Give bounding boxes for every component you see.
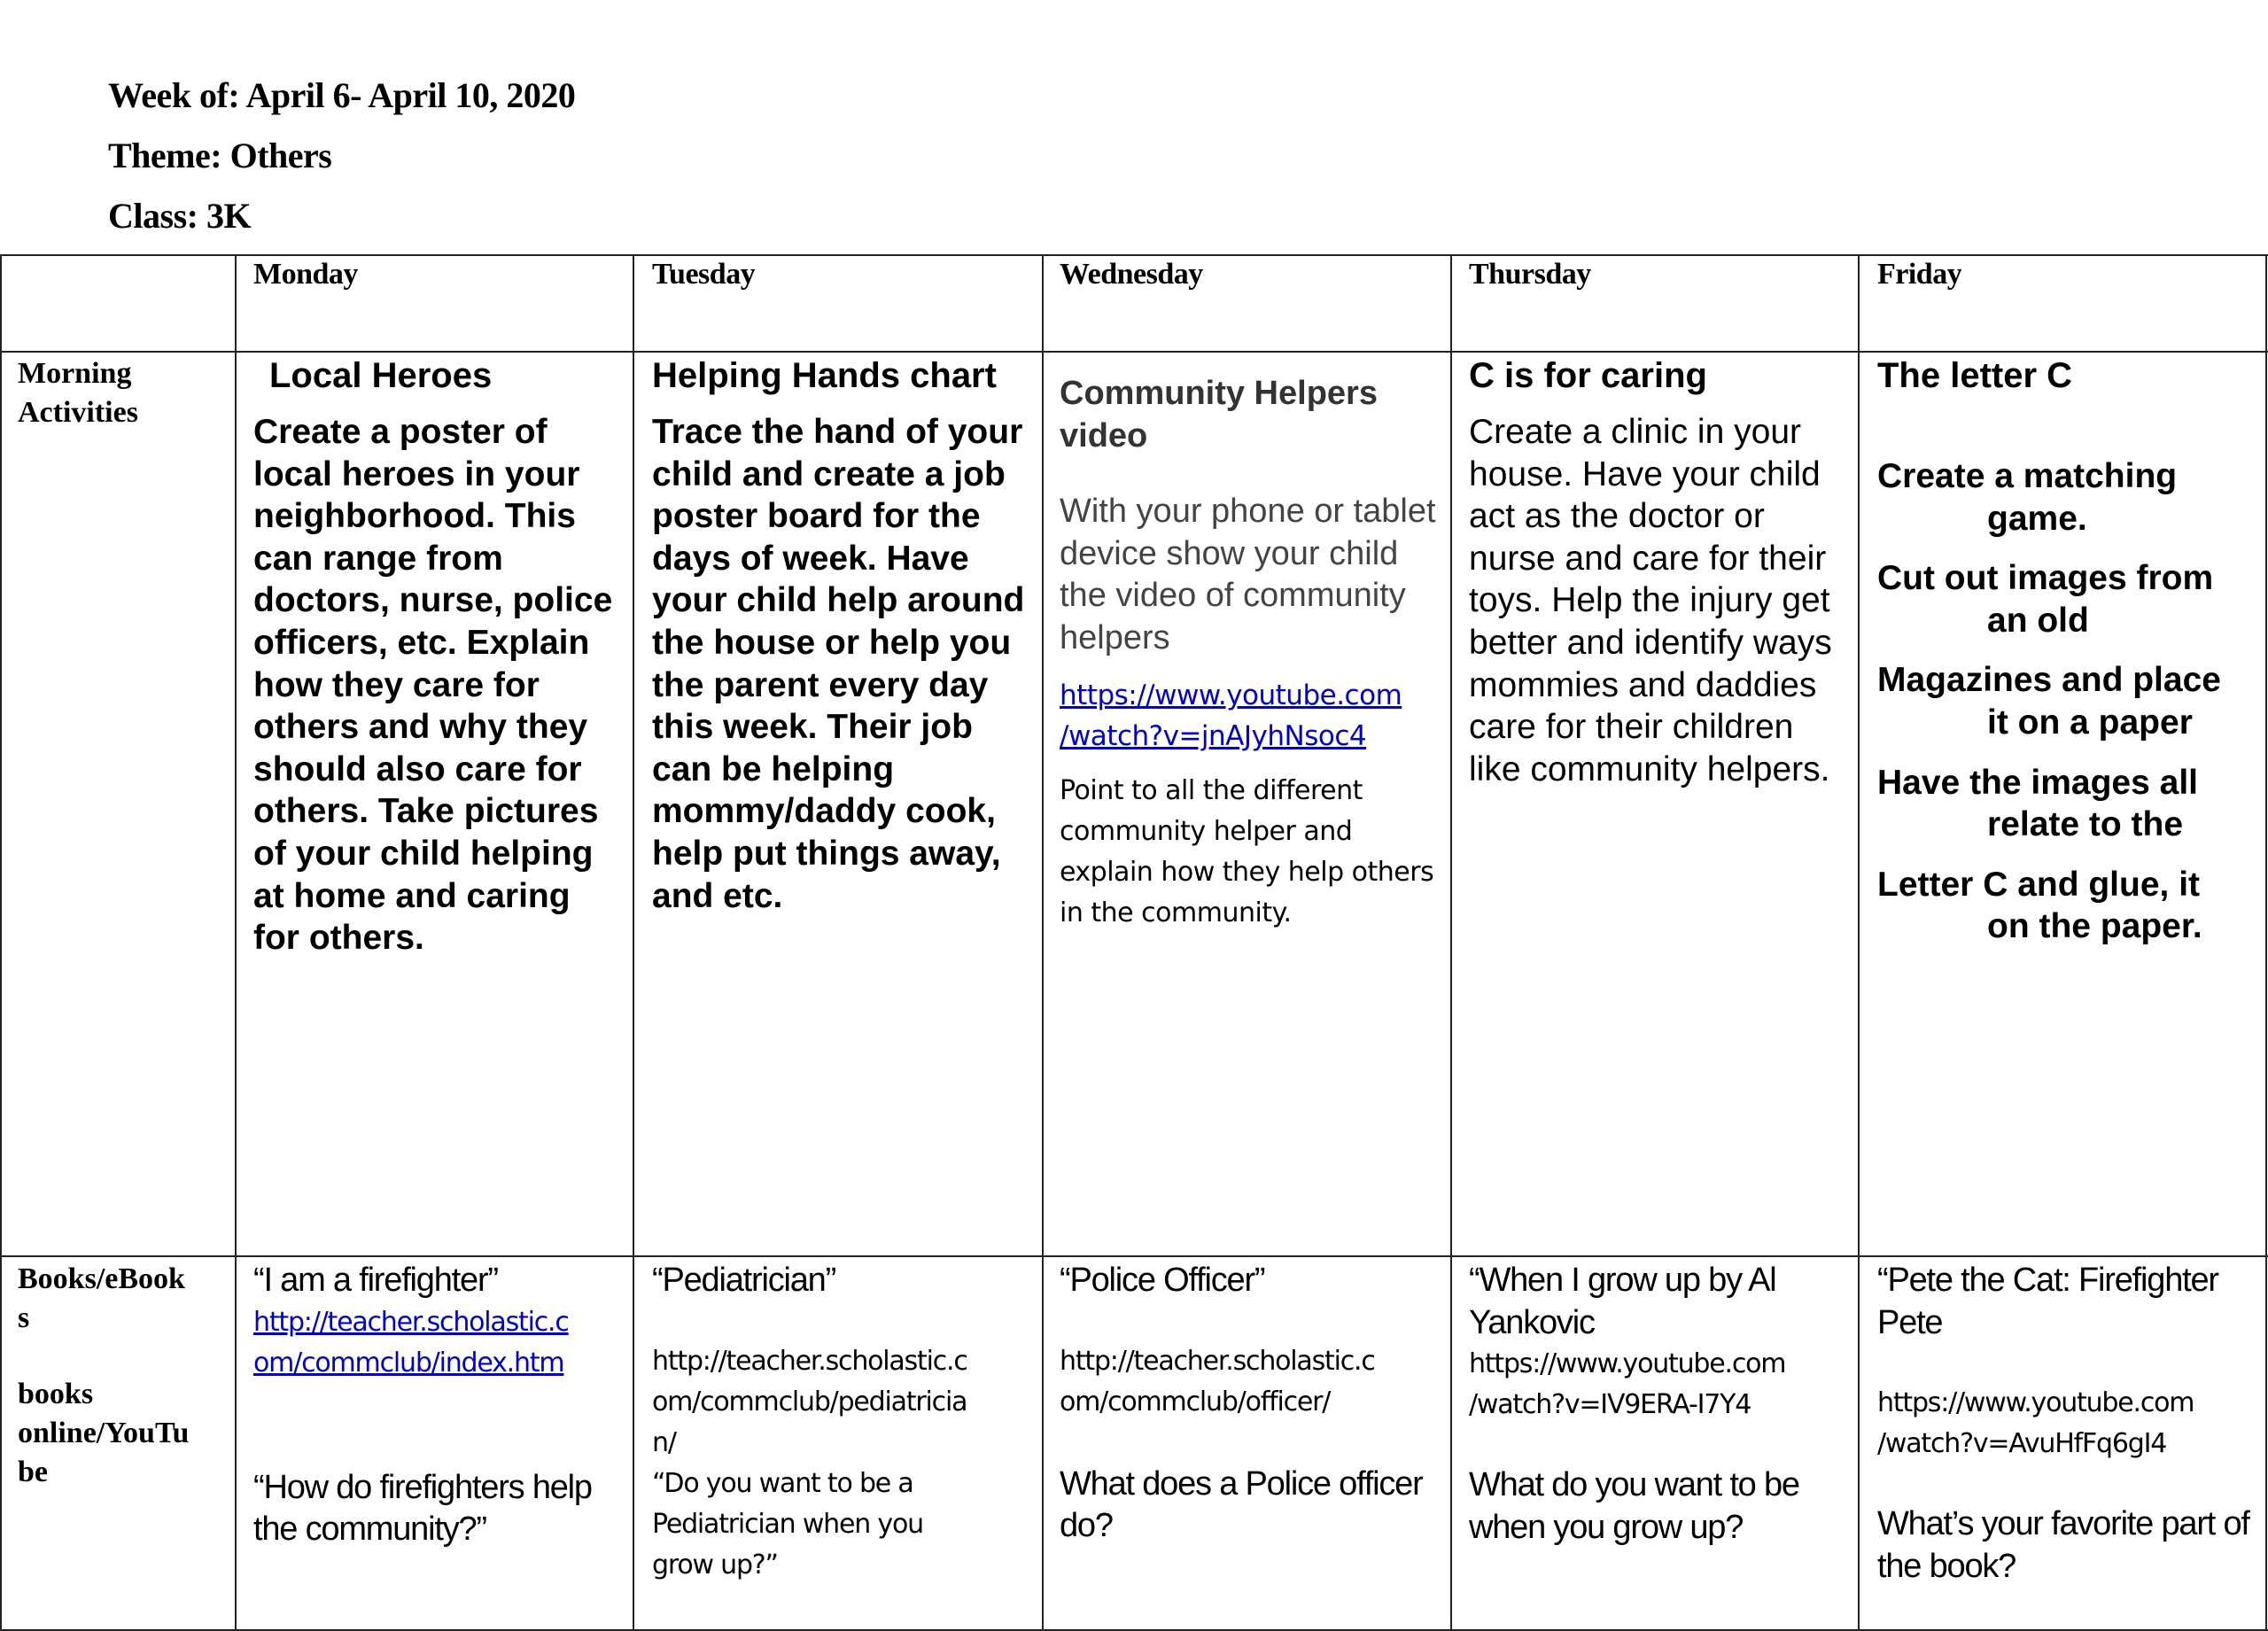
morning-tuesday-cell [652,354,1038,917]
activity-title: Local Heroes [269,356,493,395]
activity-description: Trace the hand of your child and create a job poster board for the days of week. Have your child help around the house or help you the parent every day this week. Their job can be helping mommy/daddy cook, help put things away, and etc. [652,413,1025,915]
morning-wednesday-cell [1060,372,1441,934]
column-divider [1450,254,1452,1631]
activity-description: Create a clinic in your house. Have your child act as the doctor or nurse and care for their toys. Help the injury get better and identify ways mommies and daddies care for their children like community helpers. [1469,413,1832,788]
url-line: /watch?v=IV9ERA-I7Y4 [1469,1389,1751,1421]
question-line: Pediatrician when you [652,1508,923,1540]
activity-steps [1877,455,2258,948]
step-text: it on a paper [1987,703,2193,742]
discussion-question: What’s your favorite part of the book? [1877,1505,2249,1585]
book-url [1469,1344,1852,1425]
table-border-top [0,254,2268,256]
step-text: game. [1987,499,2087,538]
activity-step [1877,762,2258,846]
step-text: Cut out images from [1877,559,2214,598]
week-of-heading: Week of: April 6- April 10, 2020 [108,75,576,115]
url-line: http://teacher.scholastic.c [1060,1345,1375,1377]
discussion-question [652,1464,1038,1586]
column-header-wednesday: Wednesday [1060,258,1203,291]
video-link-line[interactable]: /watch?v=jnAJyhNsoc4 [1060,720,1367,753]
activity-step [1877,557,2258,641]
column-header-thursday: Thursday [1469,258,1591,291]
table-border-left [0,254,2,1631]
url-line: /watch?v=AvuHfFq6gI4 [1877,1428,2167,1460]
step-text: an old [1987,601,2089,640]
column-divider [633,254,634,1631]
step-text: Letter C and glue, it [1877,865,2201,904]
morning-thursday-cell [1469,354,1850,790]
url-line: http://teacher.scholastic.c [652,1345,967,1377]
book-url [1060,1341,1446,1423]
book-title: “When I grow up by Al Yankovic [1469,1262,1776,1341]
book-link-line[interactable]: http://teacher.scholastic.c [253,1306,569,1338]
activity-title: C is for caring [1469,356,1707,395]
column-header-tuesday: Tuesday [652,258,756,291]
row-label-line: Books/eBook [18,1262,185,1295]
activity-note: Point to all the different community helper and explain how they help others in the community. [1060,775,1434,929]
question-line: grow up?” [652,1549,778,1581]
url-line: https://www.youtube.com [1469,1348,1786,1380]
theme-heading: Theme: Others [108,136,332,175]
book-title: “I am a firefighter” [253,1262,498,1299]
column-divider [1042,254,1044,1631]
url-line: om/commclub/officer/ [1060,1386,1331,1417]
activity-title: The letter C [1877,356,2073,395]
books-tuesday-cell [652,1260,1038,1586]
url-line: om/commclub/pediatricia [652,1386,967,1417]
activity-title: Community Helpers video [1060,375,1378,454]
books-friday-cell [1877,1260,2260,1588]
books-wednesday-cell [1060,1260,1446,1548]
column-header-monday: Monday [253,258,358,291]
activity-step [1877,455,2258,540]
step-text: on the paper. [1987,907,2202,946]
table-border-header [0,351,2268,353]
book-link[interactable] [253,1302,629,1384]
morning-friday-cell [1877,354,2258,948]
book-url [1877,1383,2260,1464]
activity-step [1877,864,2258,948]
step-text: Have the images all [1877,763,2199,802]
row-label-line: online/YouTu [18,1417,190,1449]
url-line: https://www.youtube.com [1877,1387,2194,1419]
book-title: “Pete the Cat: Firefighter Pete [1877,1262,2218,1341]
activity-title: Helping Hands chart [652,356,997,395]
activity-description: Create a poster of local heroes in your neighborhood. This can range from doctors, nurse, police officers, etc. Explain how they care for others and why they should also care for others. Take pictures of your child helping at home and caring for others. [253,413,613,958]
books-thursday-cell [1469,1260,1852,1549]
question-line: “Do you want to be a [652,1467,913,1499]
table-border-right [2265,254,2267,1631]
step-text: Magazines and place [1877,661,2221,700]
row-label-line: s [18,1301,30,1334]
class-heading: Class: 3K [108,196,252,236]
morning-monday-cell [253,354,625,959]
column-divider [1858,254,1860,1631]
row-label-line: books [18,1378,94,1410]
book-link-line[interactable]: om/commclub/index.htm [253,1347,564,1379]
activity-step [1877,659,2258,743]
video-link[interactable] [1060,675,1441,757]
row-label-line: be [18,1456,48,1488]
step-text: Create a matching [1877,457,2178,495]
book-title: “Police Officer” [1060,1262,1265,1299]
discussion-question: “How do firefighters help the community?” [253,1468,592,1549]
discussion-question: What do you want to be when you grow up? [1469,1466,1799,1546]
row-label-morning-activities [18,354,230,432]
discussion-question: What does a Police officer do? [1060,1464,1423,1545]
column-divider [235,254,237,1631]
table-border-morning [0,1255,2268,1257]
step-text: relate to the [1987,805,2184,844]
books-monday-cell [253,1260,629,1551]
url-line: n/ [652,1426,676,1458]
row-label-line: Morning [18,357,132,390]
column-header-friday: Friday [1877,258,1962,291]
row-label-books [18,1260,230,1492]
row-label-line: Activities [18,396,138,429]
book-title: “Pediatrician” [652,1262,836,1299]
video-link-line[interactable]: https://www.youtube.com [1060,680,1402,712]
activity-description: With your phone or tablet device show your child the video of community helpers [1060,493,1436,656]
book-url [652,1341,1038,1464]
